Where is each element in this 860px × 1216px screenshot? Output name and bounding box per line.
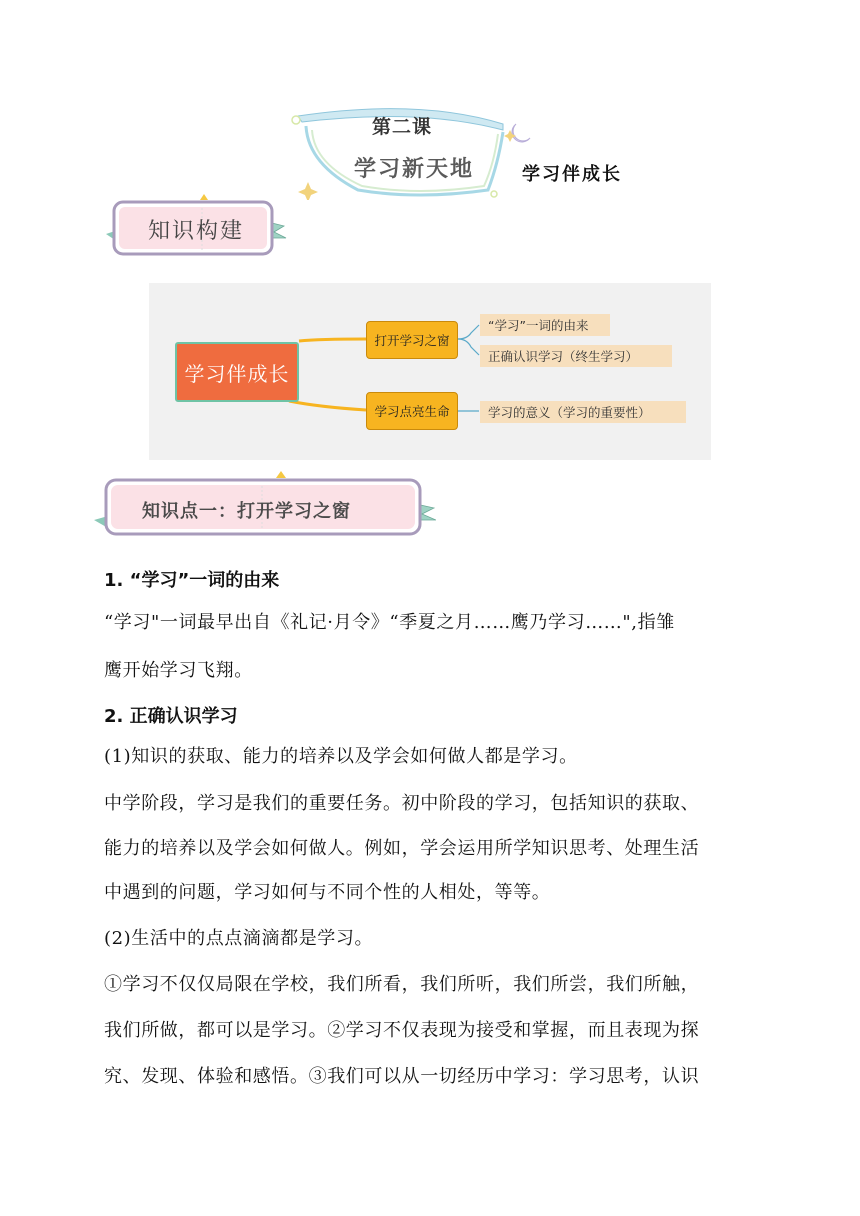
lesson-title: 学习伴成长 [522, 164, 622, 185]
section-point-one: 知识点一：打开学习之窗 [142, 501, 351, 522]
mindmap-leaf-correct-understanding: 正确认识学习（终生学习） [480, 345, 672, 367]
lesson-number: 第二课 [372, 116, 433, 138]
heading-origin: 1. “学习”一词的由来 [104, 570, 280, 591]
paragraph-line: 究、发现、体验和感悟。③我们可以从一切经历中学习：学习思考，认识 [104, 1066, 700, 1087]
subheading-line: (1)知识的获取、能力的培养以及学会如何做人都是学习。 [104, 746, 578, 767]
mindmap-leaf-meaning: 学习的意义（学习的重要性） [480, 401, 686, 423]
mindmap-branch-open-window: 打开学习之窗 [366, 321, 458, 359]
paragraph-line: 我们所做，都可以是学习。②学习不仅表现为接受和掌握，而且表现为探 [104, 1020, 700, 1041]
mindmap-branch-light-life: 学习点亮生命 [366, 392, 458, 430]
section-knowledge-build: 知识构建 [148, 219, 245, 244]
heading-correct-understanding: 2. 正确认识学习 [104, 706, 238, 727]
unit-name: 学习新天地 [354, 157, 475, 182]
mindmap-central-node: 学习伴成长 [175, 342, 299, 402]
paragraph-line: 能力的培养以及学会如何做人。例如，学会运用所学知识思考、处理生活 [104, 838, 700, 859]
paragraph-line: 中学阶段，学习是我们的重要任务。初中阶段的学习，包括知识的获取、 [104, 793, 700, 814]
subheading-line: (2)生活中的点点滴滴都是学习。 [104, 928, 374, 949]
paragraph-line: “学习"一词最早出自《礼记·月令》“季夏之月……鹰乃学习……",指雏 [104, 612, 675, 633]
paragraph-line: 鹰开始学习飞翔。 [104, 660, 253, 681]
paragraph-line: ①学习不仅仅局限在学校，我们所看，我们所听，我们所尝，我们所触， [104, 974, 700, 995]
paragraph-line: 中遇到的问题，学习如何与不同个性的人相处，等等。 [104, 882, 551, 903]
mindmap-leaf-origin: “学习”一词的由来 [480, 314, 610, 336]
